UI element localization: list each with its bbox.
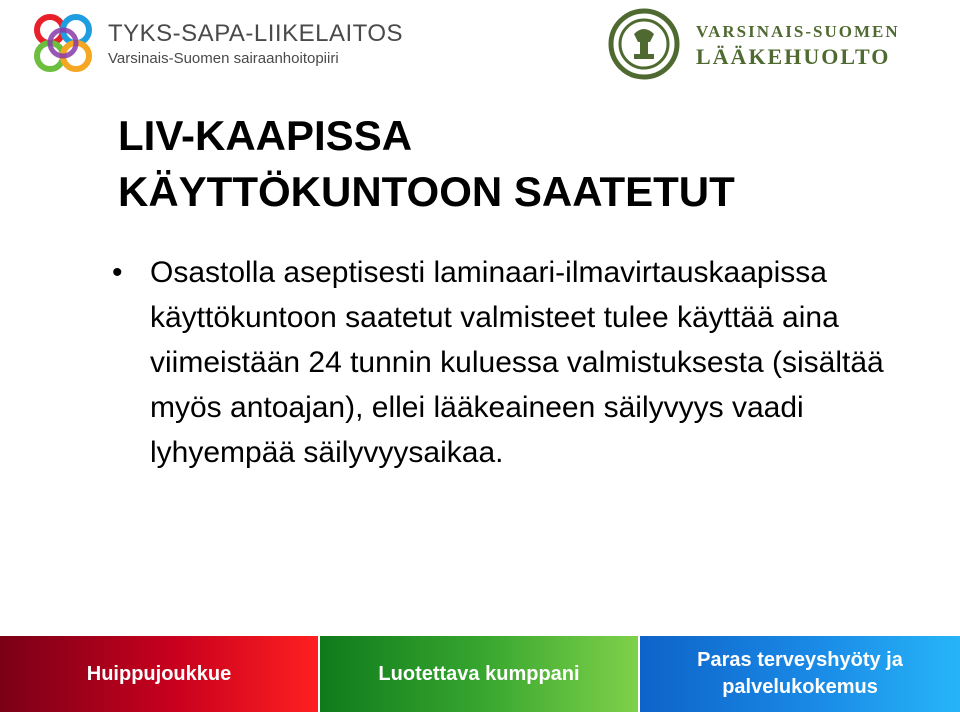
footer-segment-kumppani: Luotettava kumppani (318, 636, 638, 712)
slide-title (118, 108, 735, 220)
footer-bar (0, 636, 960, 712)
footer-seg3-line2: palvelukokemus (722, 676, 878, 698)
laakehuolto-logo-icon (608, 8, 680, 80)
laakehuolto-wordmark (696, 22, 900, 70)
tyks-logo-icon (28, 8, 98, 78)
footer-segment-huippujoukkue: Huippujoukkue (0, 636, 318, 712)
footer-segment-terveyshyoty (638, 636, 960, 712)
laakehuolto-line2: LÄÄKEHUOLTO (696, 44, 891, 69)
bullet-item (112, 250, 892, 475)
tyks-subtitle: Varsinais-Suomen sairaanhoitopiiri (108, 50, 339, 67)
bullet-text: Osastolla aseptisesti laminaari-ilmavirtauskaapissa käyttökuntoon saatetut valmisteet tulee käyttää aina viimeistään 24 tunnin kuluessa valmistuksesta (sisältää myös antoajan), ellei lääkeaineen säilyvyys vaadi lyhyempää säilyvyysaikaa. (150, 256, 884, 469)
bullet-icon: • (112, 256, 123, 289)
header (0, 0, 960, 95)
slide-title-line1: LIV-KAAPISSA (118, 112, 413, 159)
laakehuolto-line1: VARSINAIS-SUOMEN (696, 22, 900, 41)
tyks-wordmark (108, 20, 403, 67)
slide-title-line2: KÄYTTÖKUNTOON SAATETUT (118, 168, 735, 215)
tyks-name: TYKS-SAPA-LIIKELAITOS (108, 20, 404, 47)
footer-seg3-line1: Paras terveyshyöty ja (697, 649, 903, 671)
slide-content (112, 250, 892, 475)
